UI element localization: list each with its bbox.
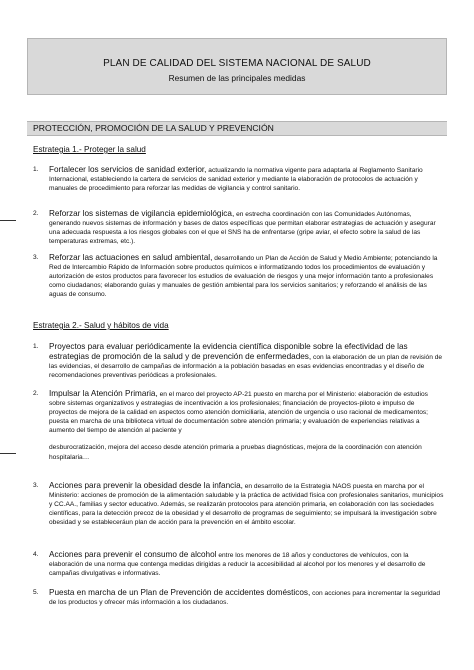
item-text-continued: desburocratización, mejora del acceso desde atención primaria a pruebas diagnósticas, mejora de la coordinación con atención hospitalaria… bbox=[49, 444, 422, 461]
item-text: en el marco del proyecto AP-21 puesto en marcha por el Ministerio: elaboración de estudios sobre sistemas organizativos y estrategias de incentivación a los profesionales; financiación de proyectos-piloto e impulso de proyectos de mejora de la calidad en aspectos como atención domiciliaria, atención de urgencia o uso racional de medicamentos; puesta en marcha de una biblioteca virtual de documentación sobre atención primaria; y evaluación de experiencias relativas a aumento del tiempo de atención al paciente y bbox=[49, 391, 428, 435]
item-lead: Acciones para prevenir la obesidad desde la infancia, bbox=[49, 481, 243, 490]
item-lead: Reforzar los sistemas de vigilancia epidemiológica, bbox=[49, 209, 235, 218]
item-lead: Acciones para prevenir el consumo de alcohol bbox=[49, 550, 217, 559]
item-number: 2. bbox=[33, 390, 39, 397]
item-body bbox=[49, 342, 444, 380]
item-number: 1. bbox=[33, 343, 39, 350]
document-title: PLAN DE CALIDAD DEL SISTEMA NACIONAL DE SALUD bbox=[103, 58, 371, 69]
item-body bbox=[49, 550, 444, 578]
item-lead: Fortalecer los servicios de sanidad exterior, bbox=[49, 165, 207, 174]
item-text: con acciones para incrementar la seguridad de los productos y ofrecer más información a los ciudadanos. bbox=[49, 590, 441, 607]
item-text: en estrecha coordinación con las Comunidades Autónomas, generando nuevos sistemas de información y bases de datos específicas que permitan elaborar estrategias de actuación y asegurar una adecuada respuesta a los riesgos globales con el que el SNS ha de enfrentarse (gripe aviar, el efecto sobre la salud de las temperaturas extremas, etc.). bbox=[49, 211, 436, 246]
document-subtitle: Resumen de las principales medidas bbox=[168, 73, 306, 83]
item-number: 1. bbox=[33, 166, 39, 173]
item-number: 2. bbox=[33, 210, 39, 217]
section-title: PROTECCIÓN, PROMOCIÓN DE LA SALUD Y PREVENCIÓN bbox=[33, 123, 274, 133]
section-header bbox=[27, 121, 447, 136]
item-text: entre los menores de 18 años y conductores de vehículos, con la elaboración de una norma que contenga medidas dirigidas a reducir la accesibilidad al alcohol por los menores y el desarrollo de campañas divulgativas e informativas. bbox=[49, 552, 426, 578]
item-body bbox=[49, 165, 444, 193]
item-body bbox=[49, 588, 444, 607]
item-body bbox=[49, 253, 444, 299]
item-lead: Puesta en marcha de un Plan de Prevención de accidentes domésticos, bbox=[49, 588, 311, 597]
item-lead: Proyectos para evaluar periódicamente la evidencia científica disponible sobre la efectividad de las estrategias de promoción de la salud y de prevención de enfermedades, bbox=[49, 342, 408, 362]
item-body bbox=[49, 389, 444, 462]
item-number: 3. bbox=[33, 254, 39, 261]
item-body bbox=[49, 481, 444, 527]
strategy-1-title: Estrategia 1.- Proteger la salud bbox=[33, 145, 146, 154]
item-number: 5. bbox=[33, 589, 39, 596]
margin-marker bbox=[0, 220, 16, 221]
margin-marker bbox=[0, 453, 16, 454]
item-text: con la elaboración de un plan de revisión de las evidencias, el desarrollo de campañas de información a la población basadas en esas evidencias encontradas y el diseño de recomendaciones preventivas periódicas a profesionales. bbox=[49, 354, 443, 380]
strategy-2-title: Estrategia 2.- Salud y hábitos de vida bbox=[33, 321, 169, 330]
item-lead: Impulsar la Atención Primaria, bbox=[49, 389, 158, 398]
document-header bbox=[27, 38, 447, 95]
item-text: desarrollando un Plan de Acción de Salud y Medio Ambiente; potenciando la Red de Intercambio Rápido de Información sobre productos químicos e informatizando todos los procedimientos de evaluación y autorización de estos productos para favorecer los estudios de evaluación de riesgos y una mejor información tanto a profesionales como ciudadanos; elaborando guías y manuales de gestión ambiental para los servicios sanitarios; y reforzando el análisis de las aguas de consumo. bbox=[49, 255, 438, 299]
item-text: en desarrollo de la Estrategia NAOS puesta en marcha por el Ministerio: acciones de promoción de la alimentación saludable y la práctica de actividad física con profesionales sanitarios, municipios y CC.AA., familias y sector educativo. Además, se realizarán protocolos para atención primaria, en colaboración con las sociedades científicas, para la detección precoz de la obesidad y el desarrollo de programas de seguimiento; se impulsará la investigación sobre obesidad y se estableceráun plan de acción para la prevención en el ámbito escolar. bbox=[49, 483, 444, 527]
item-lead: Reforzar las actuaciones en salud ambiental, bbox=[49, 253, 213, 262]
item-number: 4. bbox=[33, 551, 39, 558]
item-text: actualizando la normativa vigente para adaptarla al Reglamento Sanitario Internacional, estableciendo la cartera de servicios de sanidad exterior y mediante la elaboración de protocolos de actuación y manuales de procedimiento para reforzar las medidas de vigilancia y control sanitario. bbox=[49, 167, 423, 193]
item-number: 3. bbox=[33, 482, 39, 489]
item-body bbox=[49, 209, 444, 246]
